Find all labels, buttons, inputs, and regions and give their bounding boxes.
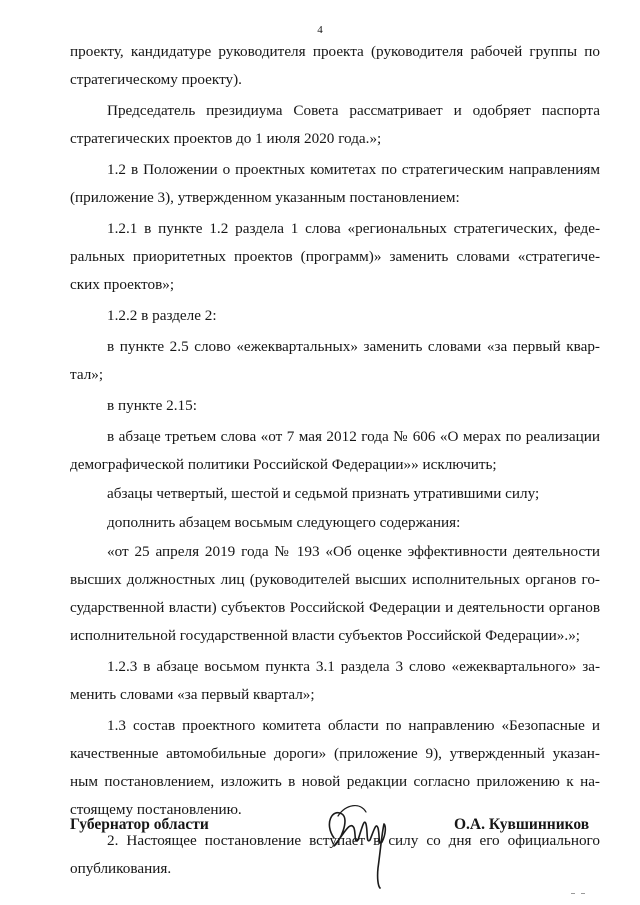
text-line: в пункте 2.5 слово «ежеквартальных» заменить словами «за первый квар- <box>107 338 600 355</box>
paragraph <box>70 302 600 330</box>
text-line: «от 25 апреля 2019 года № 193 «Об оценке эффективности деятельности <box>107 543 600 560</box>
handwritten-signature <box>320 794 400 890</box>
text-line: 1.2.2 в разделе 2: <box>107 307 217 324</box>
text-line: стратегическому проекту). <box>70 71 242 88</box>
text-line: дополнить абзацем восьмым следующего содержания: <box>107 514 461 531</box>
text-line: высших должностных лиц (руководителей высших исполнительных органов го- <box>70 571 600 588</box>
text-line: 1.2.1 в пункте 1.2 раздела 1 слова «региональных стратегических, феде- <box>107 220 600 237</box>
paragraph <box>70 392 600 420</box>
text-line: менить словами «за первый квартал»; <box>70 686 315 703</box>
text-line: абзацы четвертый, шестой и седьмой признать утратившими силу; <box>107 485 540 502</box>
signatory-name: О.А. Кувшинников <box>454 816 590 833</box>
document-body <box>70 38 600 883</box>
signatory-title: Губернатор области <box>70 816 209 833</box>
text-line: сударственной власти) субъектов Российской Федерации и деятельности органов <box>70 599 600 616</box>
text-line: в абзаце третьем слова «от 7 мая 2012 года № 606 «О мерах по реализации <box>107 428 600 445</box>
paragraph <box>70 509 600 537</box>
scan-mark <box>581 893 585 894</box>
scan-mark <box>571 893 575 894</box>
paragraph <box>70 38 600 94</box>
text-line: опубликования. <box>70 860 172 877</box>
text-line: стоящему постановлению. <box>70 801 242 818</box>
text-line: качественные автомобильные дороги» (приложение 9), утвержденный указан- <box>70 745 600 762</box>
text-line: 1.2 в Положении о проектных комитетах по стратегическим направлениям <box>107 161 600 178</box>
text-line: ских проектов»; <box>70 276 175 293</box>
paragraph <box>70 480 600 508</box>
paragraph <box>70 97 600 153</box>
paragraph <box>70 538 600 650</box>
paragraph <box>70 653 600 709</box>
text-line: демографической политики Российской Федерации»» исключить; <box>70 456 497 473</box>
text-line: стратегических проектов до 1 июля 2020 года.»; <box>70 130 382 147</box>
text-line: ным постановлением, изложить в новой редакции согласно приложению к на- <box>70 773 600 790</box>
paragraph <box>70 215 600 299</box>
text-line: тал»; <box>70 366 104 383</box>
text-line: в пункте 2.15: <box>107 397 197 414</box>
text-line: 1.2.3 в абзаце восьмом пункта 3.1 раздела 3 слово «ежеквартального» за- <box>107 658 600 675</box>
text-line: (приложение 3), утвержденном указанным постановлением: <box>70 189 460 206</box>
paragraph <box>70 423 600 479</box>
paragraph <box>70 156 600 212</box>
text-line: Председатель президиума Совета рассматривает и одобряет паспорта <box>107 102 600 119</box>
text-line: 1.3 состав проектного комитета области по направлению «Безопасные и <box>107 717 600 734</box>
text-line: 2. Настоящее постановление вступает в силу со дня его официального <box>107 832 600 849</box>
page-number: 4 <box>317 24 323 36</box>
text-line: исполнительной государственной власти субъектов Российской Федерации».»; <box>70 627 581 644</box>
text-line: проекту, кандидатуре руководителя проекта (руководителя рабочей группы по <box>70 43 600 60</box>
text-line: ральных приоритетных проектов (программ)» заменить словами «стратегиче- <box>70 248 600 265</box>
paragraph <box>70 333 600 389</box>
